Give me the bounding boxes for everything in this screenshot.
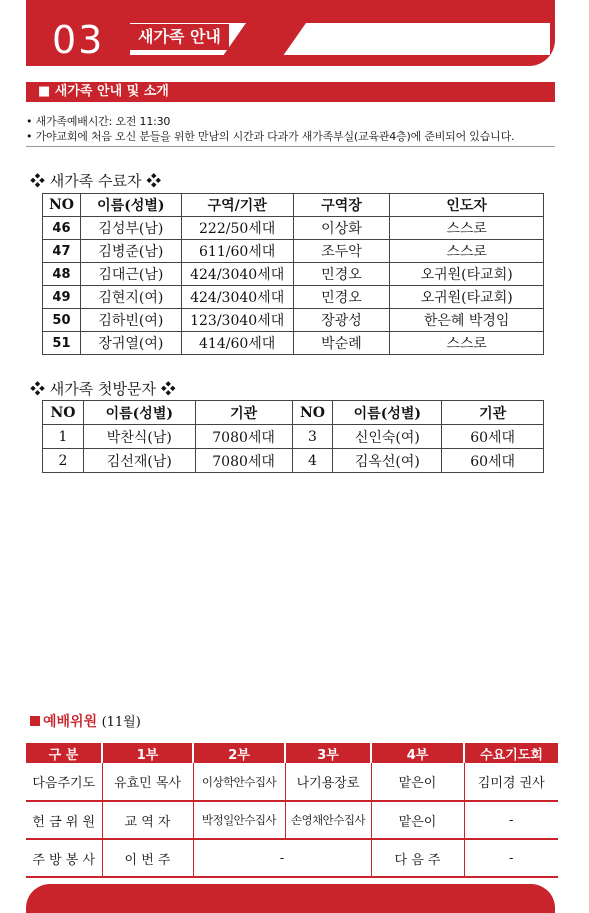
col-service-2: 2부	[193, 743, 285, 763]
col-no: NO	[43, 401, 84, 425]
header-banner	[26, 0, 555, 66]
table-row	[43, 309, 544, 332]
roster-title: 예배위원	[43, 714, 98, 730]
cell-guide: 오귀원(타교회)	[390, 263, 544, 286]
cell-this-week: 이 번 주	[102, 839, 193, 877]
cell-service-3: 손영채안수집사	[285, 801, 371, 839]
cell-no: 47	[43, 240, 81, 263]
roster-table	[26, 743, 558, 878]
col-no-2: NO	[292, 401, 333, 425]
col-service-1: 1부	[102, 743, 193, 763]
cell-org: 60세대	[442, 425, 544, 449]
cell-service-2: 이상학안수집사	[193, 763, 285, 801]
square-bullet-icon	[30, 716, 40, 726]
cell-group: 414/60세대	[181, 332, 293, 355]
col-guide: 인도자	[390, 194, 544, 217]
cell-next-week-value: -	[464, 839, 558, 877]
cell-leader: 조두악	[293, 240, 390, 263]
cell-service-3: 나기용장로	[285, 763, 371, 801]
cell-next-week: 다 음 주	[371, 839, 464, 877]
col-service-4: 4부	[371, 743, 464, 763]
cell-service-2: 박정일안수집사	[193, 801, 285, 839]
cell-name: 신인숙(여)	[333, 425, 442, 449]
visitors-table	[42, 400, 544, 473]
cell-no: 3	[292, 425, 333, 449]
cell-leader: 이상화	[293, 217, 390, 240]
cell-group: 611/60세대	[181, 240, 293, 263]
cell-name: 김선재(남)	[83, 449, 195, 473]
cell-org: 60세대	[442, 449, 544, 473]
cell-org: 7080세대	[195, 449, 292, 473]
cell-no: 50	[43, 309, 81, 332]
cell-guide: 스스로	[390, 332, 544, 355]
cell-guide: 스스로	[390, 217, 544, 240]
section-heading: ■ 새가족 안내 및 소개	[26, 82, 555, 102]
col-org-2: 기관	[442, 401, 544, 425]
cell-name: 박찬식(남)	[83, 425, 195, 449]
page-title: 새가족 안내	[130, 24, 229, 50]
table-row	[43, 332, 544, 355]
cell-no: 2	[43, 449, 84, 473]
cell-service-1: 유효민 목사	[102, 763, 193, 801]
table-row	[43, 263, 544, 286]
completed-heading: ❖ 새가족 수료자 ❖	[30, 172, 162, 190]
info-worship-time: • 새가족예배시간: 오전 11:30	[26, 115, 171, 128]
col-org: 기관	[195, 401, 292, 425]
col-group: 구역/기관	[181, 194, 293, 217]
cell-guide: 한은혜 박경임	[390, 309, 544, 332]
cell-name: 김옥선(여)	[333, 449, 442, 473]
col-no: NO	[43, 194, 81, 217]
cell-this-week-value: -	[193, 839, 371, 877]
roster-month: (11월)	[101, 715, 141, 730]
footer-bar	[26, 884, 555, 913]
visitors-heading: ❖ 새가족 첫방문자 ❖	[30, 380, 176, 398]
col-service-3: 3부	[285, 743, 371, 763]
cell-category: 헌 금 위 원	[26, 801, 102, 839]
cell-group: 222/50세대	[181, 217, 293, 240]
roster-heading	[30, 711, 141, 731]
cell-service-4: 맡은이	[371, 801, 464, 839]
cell-guide: 스스로	[390, 240, 544, 263]
cell-org: 7080세대	[195, 425, 292, 449]
cell-group: 424/3040세대	[181, 286, 293, 309]
cell-name: 장귀열(여)	[80, 332, 181, 355]
cell-category: 주 방 봉 사	[26, 839, 102, 877]
cell-leader: 민경오	[293, 286, 390, 309]
cell-no: 48	[43, 263, 81, 286]
cell-category: 다음주기도	[26, 763, 102, 801]
table-header-row	[43, 194, 544, 217]
completed-table	[42, 193, 544, 355]
table-row	[26, 763, 558, 801]
cell-leader: 박순례	[293, 332, 390, 355]
cell-name: 김성부(남)	[80, 217, 181, 240]
cell-no: 4	[292, 449, 333, 473]
table-row	[43, 240, 544, 263]
table-row	[43, 217, 544, 240]
table-row	[26, 839, 558, 877]
table-row	[43, 449, 544, 473]
divider	[26, 146, 555, 147]
cell-no: 1	[43, 425, 84, 449]
cell-wednesday: -	[464, 801, 558, 839]
col-name: 이름(성별)	[80, 194, 181, 217]
info-welcome: • 가야교회에 처음 오신 분들을 위한 만남의 시간과 다과가 새가족부실(교육관4층)에 준비되어 있습니다.	[26, 130, 515, 143]
cell-name: 김현지(여)	[80, 286, 181, 309]
cell-service-1: 교 역 자	[102, 801, 193, 839]
cell-no: 51	[43, 332, 81, 355]
col-leader: 구역장	[293, 194, 390, 217]
cell-name: 김병준(남)	[80, 240, 181, 263]
cell-no: 46	[43, 217, 81, 240]
cell-name: 김대근(남)	[80, 263, 181, 286]
cell-guide: 오귀원(타교회)	[390, 286, 544, 309]
col-name-2: 이름(성별)	[333, 401, 442, 425]
roster-header-row	[26, 743, 558, 763]
cell-no: 49	[43, 286, 81, 309]
table-row	[43, 425, 544, 449]
cell-wednesday: 김미경 권사	[464, 763, 558, 801]
table-row	[26, 801, 558, 839]
section-number: 03	[52, 18, 105, 62]
table-row	[43, 286, 544, 309]
cell-group: 424/3040세대	[181, 263, 293, 286]
col-wednesday: 수요기도회	[464, 743, 558, 763]
col-name: 이름(성별)	[83, 401, 195, 425]
cell-service-4: 맡은이	[371, 763, 464, 801]
table-header-row	[43, 401, 544, 425]
col-category: 구 분	[26, 743, 102, 763]
cell-name: 김하빈(여)	[80, 309, 181, 332]
cell-leader: 장광성	[293, 309, 390, 332]
cell-leader: 민경오	[293, 263, 390, 286]
cell-group: 123/3040세대	[181, 309, 293, 332]
